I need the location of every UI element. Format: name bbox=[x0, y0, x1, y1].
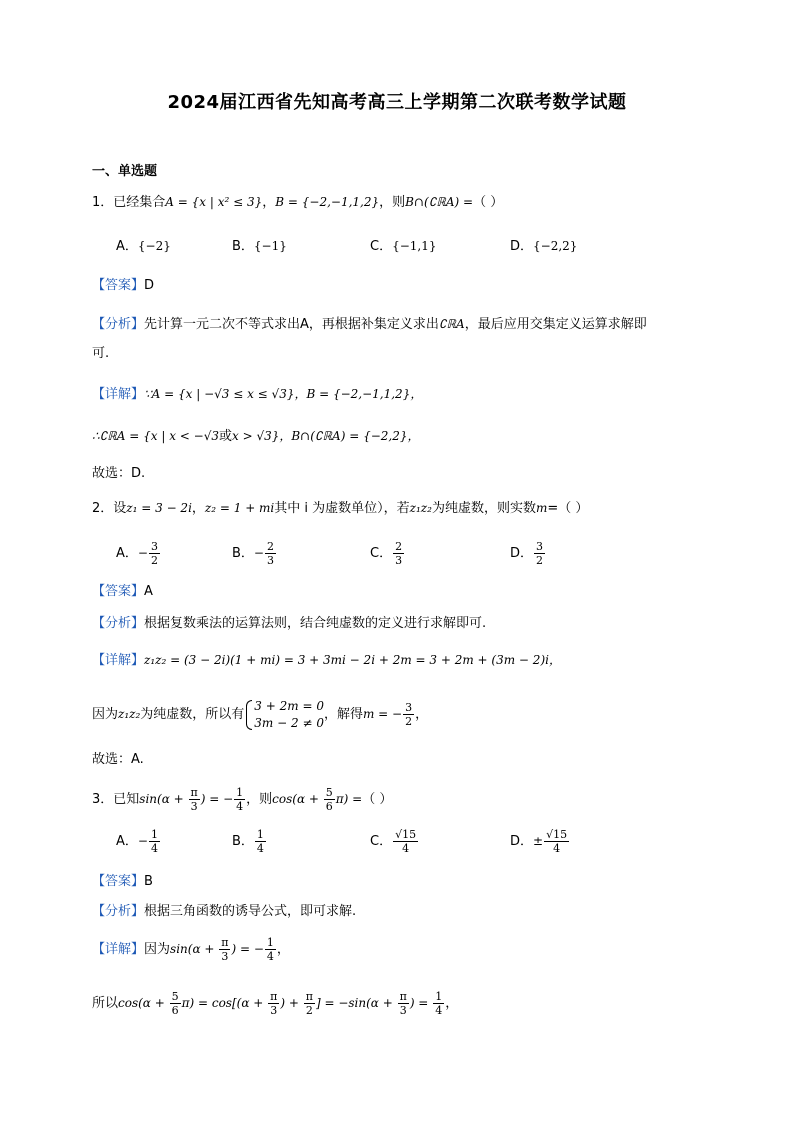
q1-analysis: 【分析】先计算一元二次不等式求出A，再根据补集定义求出∁ℝA，最后应用交集定义运算求解即 bbox=[92, 317, 647, 332]
q2-because: 因为z₁z₂为纯虚数，所以有 3 + 2m = 0 3m − 2 ≠ 0 ，解得m = − $\frac{3}{2}$ ， bbox=[92, 698, 429, 730]
q2-answer: 【答案】A bbox=[92, 584, 153, 599]
q1-detail-2: ∴∁ℝA = {x | x < −√3或x > √3}，B∩(∁ℝA) = {−2,2}， bbox=[92, 429, 420, 444]
q1-conclusion: 故选：D. bbox=[92, 466, 146, 481]
q3-option-b: B． $\frac{1}{4}$ bbox=[232, 828, 264, 855]
q3-detail-2: 所以cos(α + $\frac{5}{6}$ π) = cos[(α + $\frac{\pi}{3}$ ) + $\frac{\pi}{2}$ ] = −sin(α + $\frac{\pi}{3}$ ) = $\frac{1}{4}$ ， bbox=[92, 990, 459, 1017]
question-1-stem: 1．已经集合A = {x | x² ≤ 3}，B = {−2,−1,1,2}，则B∩(∁ℝA) =（ ） bbox=[92, 195, 504, 210]
q3-answer: 【答案】B bbox=[92, 874, 153, 889]
q1-detail-1: 【详解】∵A = {x | −√3 ≤ x ≤ √3}，B = {−2,−1,1,2}， bbox=[92, 387, 423, 402]
equation-system: 3 + 2m = 0 3m − 2 ≠ 0 bbox=[244, 698, 324, 732]
q1-option-a: A．{−2} bbox=[116, 239, 171, 254]
q1-option-b: B．{−1} bbox=[232, 239, 287, 254]
q1-analysis-cont: 可. bbox=[92, 346, 110, 361]
page-title: 2024届江西省先知高考高三上学期第二次联考数学试题 bbox=[167, 92, 627, 113]
q2-option-a: A．− $\frac{3}{2}$ bbox=[116, 540, 158, 567]
q2-detail: 【详解】z₁z₂ = (3 − 2i)(1 + mi) = 3 + 3mi − 2i + 2m = 3 + 2m + (3m − 2)i， bbox=[92, 653, 561, 668]
q3-detail-1: 【详解】因为sin(α + $\frac{\pi}{3}$ ) = − $\frac{1}{4}$ ， bbox=[92, 936, 290, 963]
q1-answer: 【答案】D bbox=[92, 278, 155, 293]
q2-analysis: 【分析】根据复数乘法的运算法则，结合纯虚数的定义进行求解即可. bbox=[92, 616, 487, 631]
q1-option-c: C．{−1,1} bbox=[370, 239, 437, 254]
q1-option-d: D．{−2,2} bbox=[510, 239, 578, 254]
q2-option-b: B．− $\frac{2}{3}$ bbox=[232, 540, 274, 567]
q2-option-c: C． $\frac{2}{3}$ bbox=[370, 540, 403, 567]
q2-option-d: D． $\frac{3}{2}$ bbox=[510, 540, 544, 567]
q2-conclusion: 故选：A. bbox=[92, 752, 144, 767]
section-heading: 一、单选题 bbox=[92, 164, 158, 179]
question-2-stem: 2．设z₁ = 3 − 2i，z₂ = 1 + mi其中 i 为虚数单位），若z₁z₂为纯虚数，则实数m=（ ） bbox=[92, 501, 589, 516]
q3-analysis: 【分析】根据三角函数的诱导公式，即可求解. bbox=[92, 904, 357, 919]
q3-option-a: A．− $\frac{1}{4}$ bbox=[116, 828, 158, 855]
question-3-stem: 3．已知sin(α + $\frac{\pi}{3}$ ) = − $\frac{1}{4}$ ，则cos(α + $\frac{5}{6}$ π) =（ ） bbox=[92, 786, 393, 813]
q3-option-c: C． $\frac{√15}{4}$ bbox=[370, 828, 417, 855]
q3-option-d: D．± $\frac{√15}{4}$ bbox=[510, 828, 568, 855]
